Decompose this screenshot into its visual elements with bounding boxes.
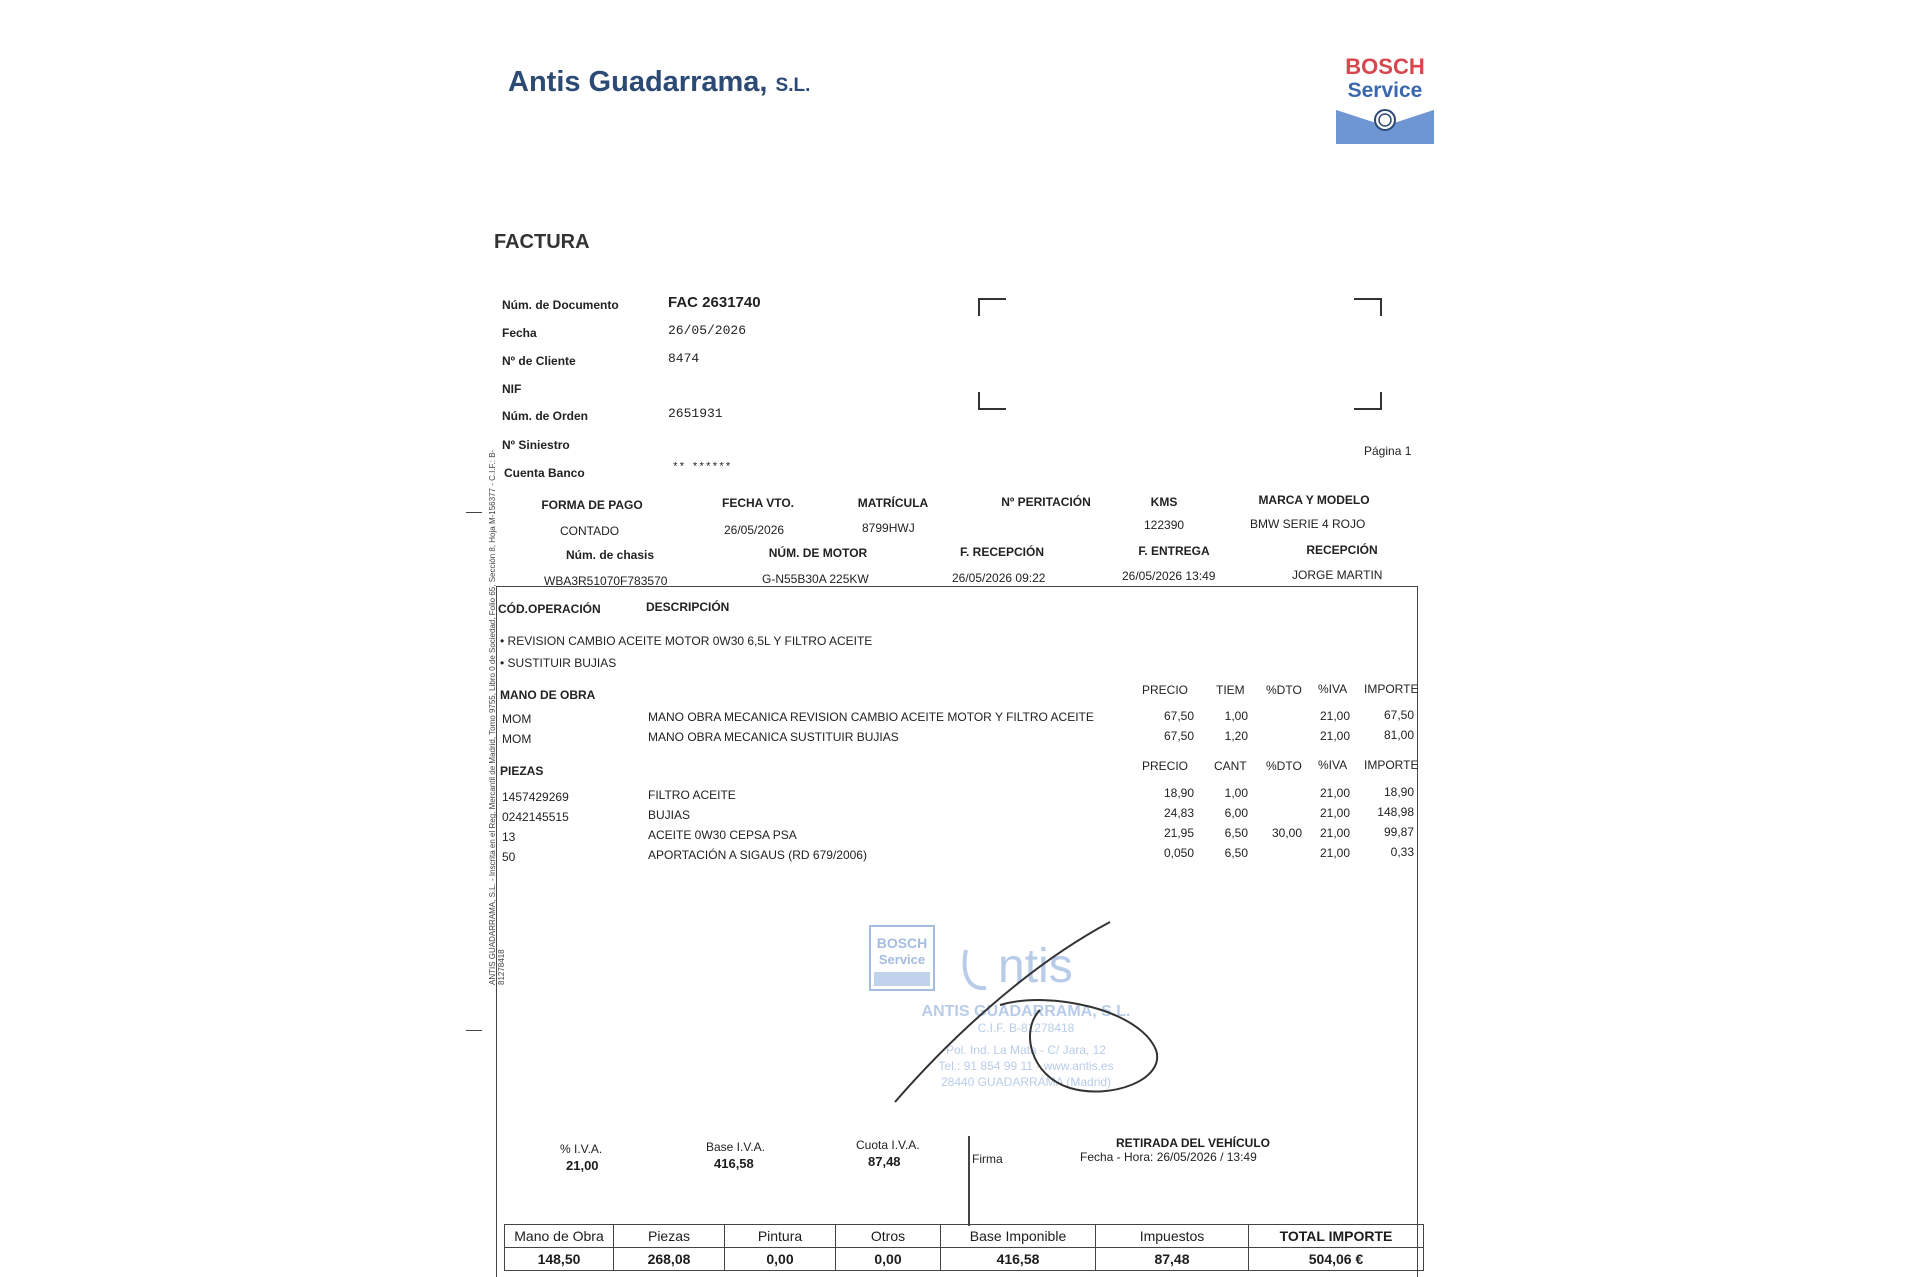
logo-line1: BOSCH [1345,54,1425,79]
grand-total-value: 504,06 € [1249,1248,1424,1271]
part-qty: 6,00 [1224,806,1248,820]
engine-header: NÚM. DE MOTOR [768,546,868,560]
vat-rate-value: 21,00 [566,1158,599,1173]
vat-rate-label: % I.V.A. [560,1142,603,1156]
vehicle-pickup-datetime: Fecha - Hora: 26/05/2026 / 13:49 [1080,1150,1257,1164]
labor-col-vat: %IVA [1318,682,1348,696]
totals-header-row [505,1225,1424,1248]
parts-col-discount: %DTO [1266,759,1302,773]
total-parts-value: 268,08 [614,1248,725,1271]
part-amount: 18,90 [1383,785,1414,799]
operation-text: SUSTITUIR BUJIAS [507,656,617,670]
tax-base-header: Base Imponible [941,1225,1096,1248]
company-name [508,66,810,99]
bank-account-value: ** ****** [672,462,732,474]
taxes-header: Impuestos [1096,1225,1249,1248]
side-registry-text: ANTIS GUADARRAMA, S.L. - Inscrita en el Reg. Mercantil de Madrid, Tomo 9755, Libro 0 de Sociedad, Folio 65, Sección 8, Hoja M-156377 - C.I.F.: B-81278418 [488,449,506,985]
client-number-value: 8474 [668,351,700,366]
parts-section-title: PIEZAS [500,764,544,778]
address-corner-br [1354,392,1382,410]
stamp-line1: ANTIS GUADARRAMA, S.L. [921,1003,1131,1020]
margin-tick [466,512,482,513]
chassis-value: WBA3R51070F783570 [544,574,668,588]
labor-amount: 67,50 [1383,708,1414,722]
labor-vat: 21,00 [1319,729,1350,743]
totals-value-row [505,1248,1424,1271]
date-label: Fecha [502,326,537,340]
stamp-line3: Pol. Ind. La Mata - C/ Jara, 12 [945,1043,1107,1057]
grand-total-header: TOTAL IMPORTE [1249,1225,1424,1248]
total-other-header: Otros [836,1225,941,1248]
stamp-line5: 28440 GUADARRAMA (Madrid) [940,1075,1112,1089]
chassis-header: Núm. de chasis [565,548,655,562]
part-price: 24,83 [1163,806,1194,820]
company-name-text: Antis Guadarrama, [508,66,768,98]
part-price: 21,95 [1163,826,1194,840]
labor-price: 67,50 [1163,709,1194,723]
part-amount: 0,33 [1390,845,1414,859]
address-corner-bl [978,392,1006,410]
labor-vat: 21,00 [1319,709,1350,723]
parts-col-qty: CANT [1214,759,1247,773]
signature [880,910,1180,1110]
date-value: 26/05/2026 [668,323,747,338]
doc-number-value: FAC 2631740 [668,294,761,311]
labor-col-time: TIEM [1216,683,1245,697]
client-number-label: Nº de Cliente [502,354,576,368]
part-qty: 6,50 [1224,846,1248,860]
vehicle-pickup-title: RETIRADA DEL VEHÍCULO [1116,1136,1271,1150]
part-description: APORTACIÓN A SIGAUS (RD 679/2006) [648,848,867,862]
address-corner-tr [1354,298,1382,316]
part-price: 0,050 [1163,846,1194,860]
reception-date-value: 26/05/2026 09:22 [952,571,1046,585]
parts-col-vat: %IVA [1318,758,1348,772]
doc-number-label: Núm. de Documento [502,298,619,312]
order-number-value: 2651931 [668,406,723,421]
part-vat: 21,00 [1319,846,1350,860]
payment-method-header: FORMA DE PAGO [541,498,643,512]
totals-table [504,1224,1424,1271]
bosch-service-logo-icon [1336,46,1434,144]
part-amount: 148,98 [1377,805,1414,819]
total-paint-header: Pintura [725,1225,836,1248]
part-code: 1457429269 [502,790,569,804]
signature-divider [968,1136,970,1226]
total-labor-value: 148,50 [505,1248,614,1271]
delivery-date-value: 26/05/2026 13:49 [1122,569,1216,583]
reception-date-header: F. RECEPCIÓN [959,545,1044,559]
stamp-brand2: Service [878,952,926,967]
signature-label: Firma [972,1152,1003,1166]
receptionist-header: RECEPCIÓN [1306,543,1378,557]
delivery-date-header: F. ENTREGA [1138,544,1210,558]
payment-method-value: CONTADO [560,524,620,538]
total-paint-value: 0,00 [725,1248,836,1271]
total-other-value: 0,00 [836,1248,941,1271]
operation-text: REVISION CAMBIO ACEITE MOTOR 0W30 6,5L Y FILTRO ACEITE [507,634,873,648]
stamp-line4: Tel.: 91 854 99 11 - www.antis.es [938,1059,1114,1073]
part-description: BUJIAS [648,808,691,822]
part-price: 18,90 [1163,786,1194,800]
vat-amount-label: Cuota I.V.A. [856,1138,920,1152]
part-qty: 1,00 [1224,786,1248,800]
stamp-brand1: BOSCH [876,935,928,951]
kms-header: KMS [1150,495,1178,509]
due-date-value: 26/05/2026 [724,523,785,537]
bank-account-label: Cuenta Banco [504,466,585,480]
nif-label: NIF [502,382,522,396]
tax-base-value: 416,58 [941,1248,1096,1271]
due-date-header: FECHA VTO. [721,496,794,510]
engine-value: G-N55B30A 225KW [762,572,869,586]
part-amount: 99,87 [1383,825,1414,839]
part-code: 0242145515 [502,810,569,824]
part-code: 13 [502,830,516,844]
parts-col-amount: IMPORTE [1364,758,1419,772]
stamp-line2: C.I.F. B-81278418 [977,1021,1075,1035]
total-labor-header: Mano de Obra [505,1225,614,1248]
kms-value: 122390 [1144,518,1185,532]
labor-description: MANO OBRA MECANICA REVISION CAMBIO ACEITE MOTOR Y FILTRO ACEITE [648,710,1094,724]
part-vat: 21,00 [1319,826,1350,840]
address-corner-tl [978,298,1006,316]
description-header: DESCRIPCIÓN [646,600,730,614]
labor-code: MOM [502,732,532,746]
plate-value: 8799HWJ [862,521,915,535]
part-description: FILTRO ACEITE [648,788,736,802]
labor-amount: 81,00 [1383,728,1414,742]
parts-col-price: PRECIO [1142,759,1189,773]
part-code: 50 [502,850,516,864]
part-vat: 21,00 [1319,806,1350,820]
claim-number-label: Nº Siniestro [502,438,570,452]
labor-time: 1,20 [1224,729,1248,743]
labor-price: 67,50 [1163,729,1194,743]
taxes-value: 87,48 [1096,1248,1249,1271]
company-suffix: S.L. [775,75,811,96]
bosch-service-logo [1336,46,1434,144]
margin-tick [466,1030,482,1031]
labor-time: 1,00 [1224,709,1248,723]
vat-base-label: Base I.V.A. [706,1140,765,1154]
labor-section-title: MANO DE OBRA [500,688,596,702]
operation-item: • SUSTITUIR BUJIAS [500,656,617,670]
plate-header: MATRÍCULA [857,496,929,510]
labor-col-discount: %DTO [1266,683,1302,697]
order-number-label: Núm. de Orden [502,409,589,423]
make-model-value: BMW SERIE 4 ROJO [1250,517,1366,531]
logo-line2: Service [1347,79,1423,102]
part-discount: 30,00 [1271,826,1302,840]
total-parts-header: Piezas [614,1225,725,1248]
part-qty: 6,50 [1224,826,1248,840]
operation-item: • REVISION CAMBIO ACEITE MOTOR 0W30 6,5L Y FILTRO ACEITE [500,634,873,648]
labor-description: MANO OBRA MECANICA SUSTITUIR BUJIAS [648,730,899,744]
labor-col-price: PRECIO [1142,683,1189,697]
make-model-header: MARCA Y MODELO [1258,493,1370,507]
labor-code: MOM [502,712,532,726]
document-title: FACTURA [494,231,590,253]
stamp-word: ntis [998,940,1073,993]
vat-amount-value: 87,48 [868,1154,901,1169]
appraisal-header: Nº PERITACIÓN [1001,495,1091,509]
part-description: ACEITE 0W30 CEPSA PSA [648,828,797,842]
receptionist-value: JORGE MARTIN [1292,568,1383,582]
operation-code-header: CÓD.OPERACIÓN [498,602,601,616]
part-vat: 21,00 [1319,786,1350,800]
labor-col-amount: IMPORTE [1364,682,1419,696]
vat-base-value: 416,58 [714,1156,754,1171]
page-label: Página 1 [1364,444,1412,458]
